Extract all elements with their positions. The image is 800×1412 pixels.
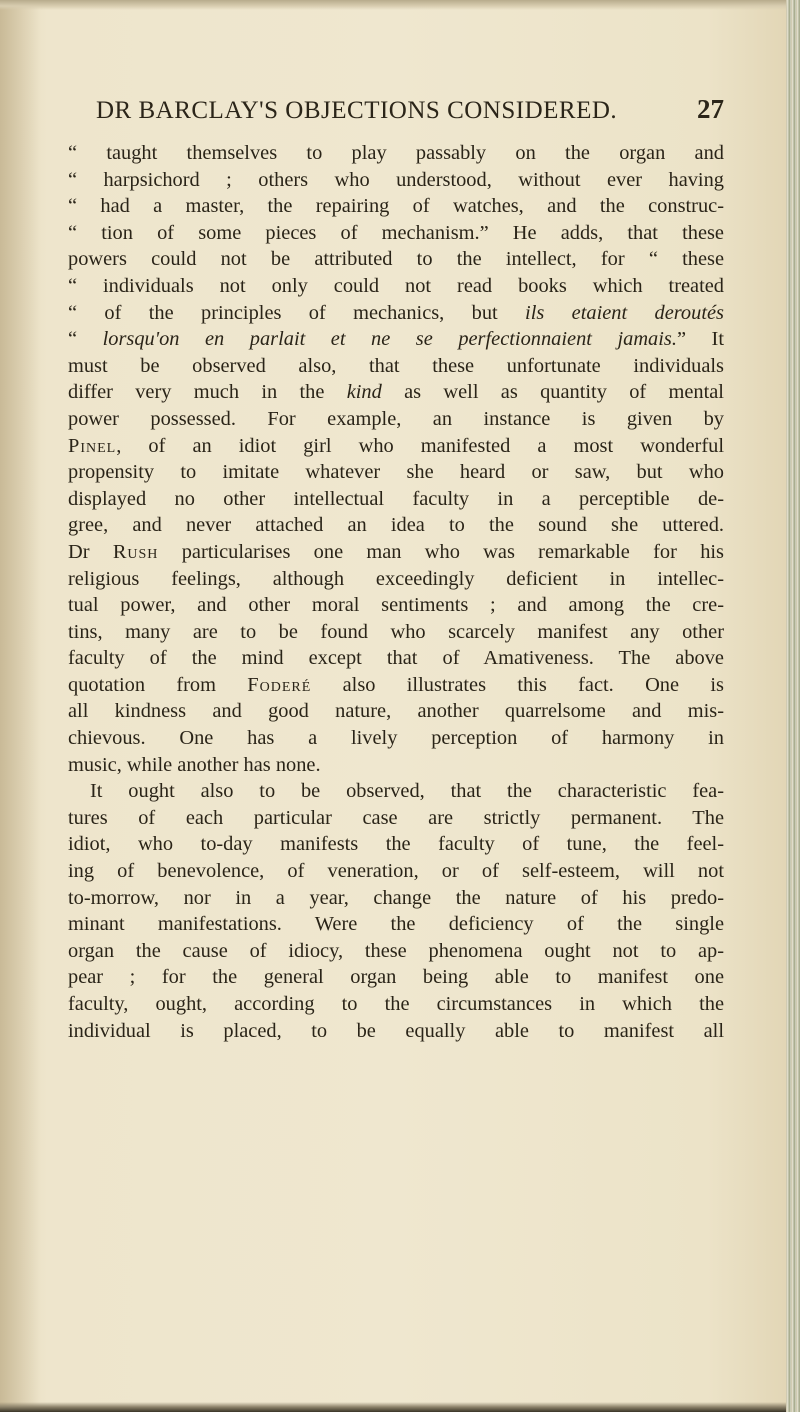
text-line: “ taught themselves to play passably on the organ and xyxy=(68,142,724,164)
page-header xyxy=(96,94,724,125)
text-line: faculty of the mind except that of Amativeness. The above xyxy=(68,647,724,670)
text-line: chievous. One has a lively perception of harmony in xyxy=(68,727,724,750)
text-line: religious feelings, although exceedingly deficient in intellec- xyxy=(68,567,724,590)
text-line: to-morrow, nor in a year, change the nature of his predo- xyxy=(68,886,724,909)
running-head: DR BARCLAY'S OBJECTIONS CONSIDERED. xyxy=(96,97,618,124)
text-line xyxy=(68,326,724,353)
page-gutter-shadow xyxy=(0,0,40,1412)
text-line xyxy=(68,672,724,699)
text-line xyxy=(68,379,724,406)
text-segment: “ xyxy=(68,328,78,351)
text-line: tures of each particular case are strictly permanent. The xyxy=(68,806,724,829)
text-line: music, while another has none. xyxy=(68,753,321,776)
text-line: ing of benevolence, of veneration, or of self-esteem, will not xyxy=(68,860,724,883)
page-bottom-edge xyxy=(0,1402,786,1412)
text-line xyxy=(68,433,724,460)
text-line: minant manifestations. Were the deficiency of the single xyxy=(68,913,724,936)
text-line: “ had a master, the repairing of watches, and the construc- xyxy=(68,195,724,218)
text-segment: differ very much in the xyxy=(68,381,325,404)
text-line: propensity to imitate whatever she heard or saw, but who xyxy=(68,461,724,484)
body-text xyxy=(68,140,724,1044)
text-line: power possessed. For example, an instance is given by xyxy=(68,407,724,430)
text-line: “ harpsichord ; others who understood, without ever having xyxy=(68,168,724,191)
text-line: must be observed also, that these unfortunate individuals xyxy=(68,354,724,377)
text-line: gree, and never attached an idea to the sound she uttered. xyxy=(68,514,724,537)
author-name-fodere: Foderé xyxy=(247,673,312,696)
text-line: “ tion of some pieces of mechanism.” He adds, that these xyxy=(68,221,724,244)
paragraph-start: It ought also to be observed, that the characteristic fea- xyxy=(90,780,724,803)
text-line: faculty, ought, according to the circumstances in which the xyxy=(68,993,724,1015)
text-segment: “ of the principles of mechanics, but xyxy=(68,301,498,324)
text-segment: also illustrates this fact. One is xyxy=(342,673,724,696)
text-line: “ individuals not only could not read books which treated xyxy=(68,274,724,297)
text-segment: ” It xyxy=(676,328,724,351)
text-line: all kindness and good nature, another quarrelsome and mis- xyxy=(68,700,724,723)
text-line: tual power, and other moral sentiments ; and among the cre- xyxy=(68,594,724,617)
text-segment: as well as quantity of mental xyxy=(404,381,724,404)
text-segment: quotation from xyxy=(68,673,216,696)
italic-french-phrase: ils etaient deroutés xyxy=(525,301,724,324)
book-edge xyxy=(786,0,800,1412)
text-line: powers could not be attributed to the intellect, for “ these xyxy=(68,248,724,271)
text-line: tins, many are to be found who scarcely manifest any other xyxy=(68,620,724,643)
text-segment: , of an idiot girl who manifested a most wonderful xyxy=(116,434,724,457)
text-segment: particularises one man who was remarkable for his xyxy=(181,540,724,563)
text-line xyxy=(68,300,724,327)
text-segment: Dr xyxy=(68,540,90,563)
author-name-pinel: Pinel xyxy=(68,434,117,457)
text-line: organ the cause of idiocy, these phenomena ought not to ap- xyxy=(68,939,724,962)
text-line: individual is placed, to be equally able to manifest all xyxy=(68,1019,724,1042)
author-name-rush: Rush xyxy=(112,540,159,563)
italic-word: kind xyxy=(346,381,382,404)
page-number: 27 xyxy=(697,94,724,124)
text-line: idiot, who to-day manifests the faculty of tune, the feel- xyxy=(68,833,724,856)
text-line xyxy=(68,539,724,566)
text-line: pear ; for the general organ being able to manifest one xyxy=(68,966,724,989)
text-line: displayed no other intellectual faculty in a perceptible de- xyxy=(68,487,724,510)
page-top-edge xyxy=(0,0,786,10)
italic-french-phrase: lorsqu'on en parlait et ne se perfectionnaient jamais. xyxy=(102,328,677,351)
